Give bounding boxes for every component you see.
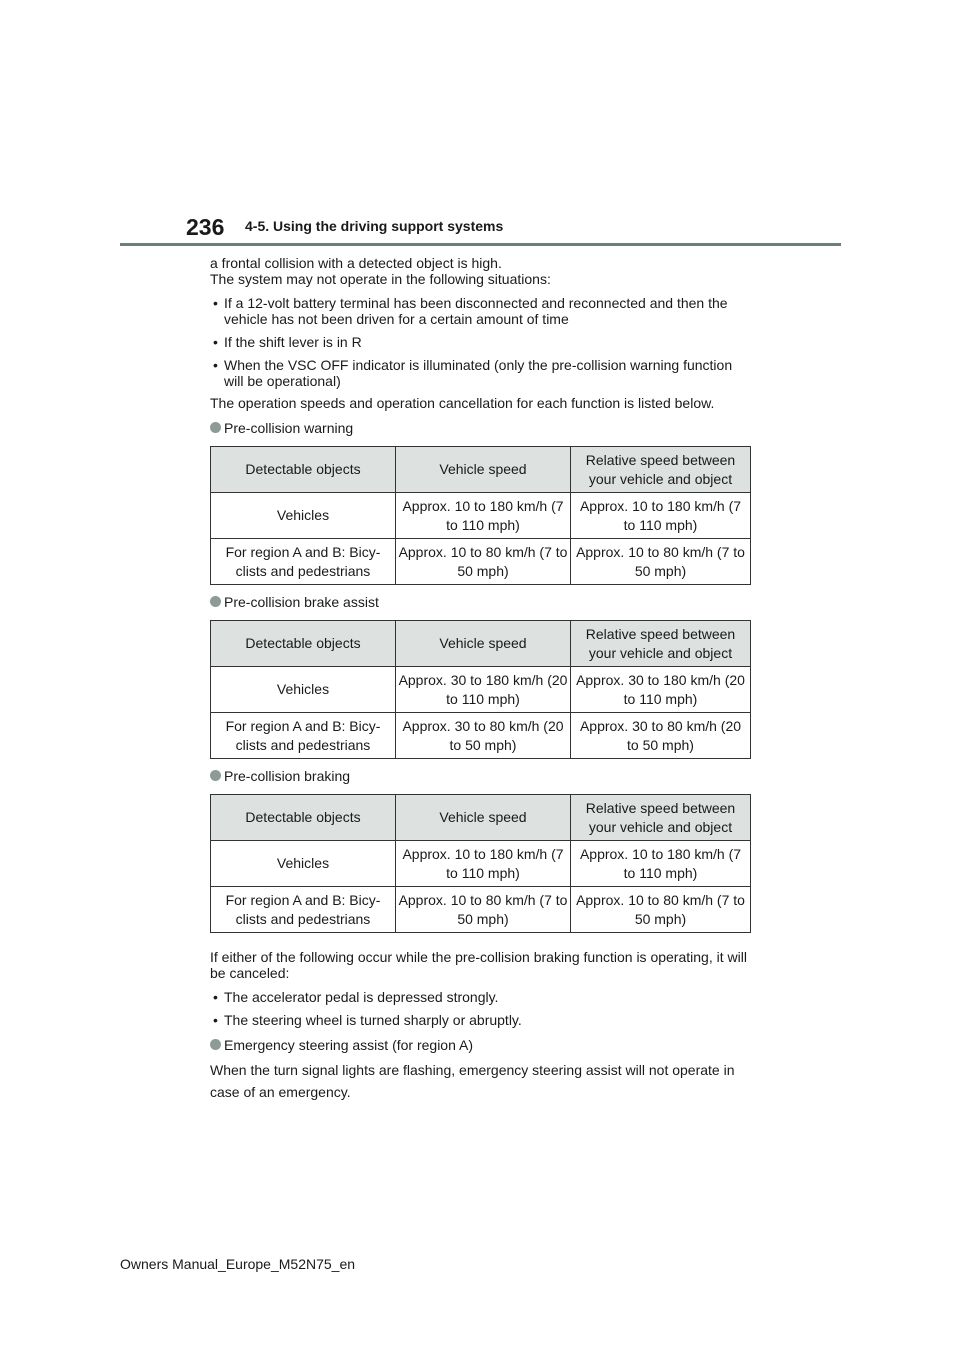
table-header-row [211,795,751,841]
page-content [210,255,755,1103]
table-cell: Approx. 10 to 80 km/h (7 to 50 mph) [571,539,751,585]
table-row [211,667,751,713]
header-detectable-objects: Detectable objects [211,621,396,667]
table-cell: Vehicles [211,493,396,539]
circle-bullet-icon [210,422,221,433]
table-cell: Approx. 10 to 180 km/h (7 to 110 mph) [396,493,571,539]
list-item [210,295,755,327]
table-cell: Approx. 30 to 80 km/h (20 to 50 mph) [571,713,751,759]
header-relative-speed: Relative speed between your vehicle and object [571,621,751,667]
section-heading-text: Emergency steering assist (for region A) [224,1037,473,1053]
list-item [210,989,755,1005]
bullet-icon: • [213,989,218,1005]
table-cell: Approx. 10 to 180 km/h (7 to 110 mph) [396,841,571,887]
list-item-text: The accelerator pedal is depressed strongly. [224,989,499,1005]
circle-bullet-icon [210,770,221,781]
list-item [210,334,755,350]
table-cell: For region A and B: Bicy- clists and pedestrians [211,713,396,759]
table-row [211,841,751,887]
list-item-text: The steering wheel is turned sharply or abruptly. [224,1012,522,1028]
table-cell: For region A and B: Bicy- clists and pedestrians [211,539,396,585]
section-heading-pre-collision-warning [210,420,755,436]
list-item [210,1012,755,1028]
table-row [211,493,751,539]
header-relative-speed: Relative speed between your vehicle and object [571,795,751,841]
table-cell: Vehicles [211,667,396,713]
table-cell: Approx. 10 to 80 km/h (7 to 50 mph) [396,539,571,585]
bullet-icon: • [213,357,218,373]
section-heading-pre-collision-brake-assist [210,594,755,610]
section-heading-text: Pre-collision warning [224,420,354,436]
header-divider [120,243,841,246]
section-title: 4-5. Using the driving support systems [245,218,504,234]
emergency-text: When the turn signal lights are flashing, emergency steering assist will not operate in case of an emergency. [210,1062,735,1100]
table-cell: For region A and B: Bicy- clists and pedestrians [211,887,396,933]
table-header-row [211,621,751,667]
table-cell: Approx. 10 to 180 km/h (7 to 110 mph) [571,493,751,539]
section-heading-text: Pre-collision brake assist [224,594,379,610]
table-header-row [211,447,751,493]
table-cell: Vehicles [211,841,396,887]
section-heading-emergency-steering-assist [210,1037,755,1053]
pre-collision-brake-assist-table [210,620,751,759]
table-row [211,887,751,933]
list-item [210,357,755,389]
table-row [211,713,751,759]
header-vehicle-speed: Vehicle speed [396,795,571,841]
cancel-text: If either of the following occur while the pre-collision braking function is operating, it will be canceled: [210,949,747,981]
header-vehicle-speed: Vehicle speed [396,621,571,667]
table-cell: Approx. 30 to 80 km/h (20 to 50 mph) [396,713,571,759]
summary-text: The operation speeds and operation cancellation for each function is listed below. [210,395,715,411]
circle-bullet-icon [210,596,221,607]
circle-bullet-icon [210,1039,221,1050]
table-cell: Approx. 10 to 180 km/h (7 to 110 mph) [571,841,751,887]
list-item-text: When the VSC OFF indicator is illuminated (only the pre-collision warning function will be operational) [224,357,733,389]
pre-collision-warning-table [210,446,751,585]
intro-line-2: The system may not operate in the following situations: [210,271,551,287]
header-detectable-objects: Detectable objects [211,447,396,493]
table-row [211,539,751,585]
bullet-icon: • [213,1012,218,1028]
pre-collision-braking-table [210,794,751,933]
table-cell: Approx. 30 to 180 km/h (20 to 110 mph) [396,667,571,713]
section-heading-text: Pre-collision braking [224,768,351,784]
header-detectable-objects: Detectable objects [211,795,396,841]
header-vehicle-speed: Vehicle speed [396,447,571,493]
header-relative-speed: Relative speed between your vehicle and object [571,447,751,493]
intro-line-1: a frontal collision with a detected object is high. [210,255,502,271]
footer-text: Owners Manual_Europe_M52N75_en [120,1256,356,1272]
bullet-icon: • [213,334,218,350]
section-heading-pre-collision-braking [210,768,755,784]
table-cell: Approx. 10 to 80 km/h (7 to 50 mph) [396,887,571,933]
list-item-text: If a 12-volt battery terminal has been disconnected and reconnected and then the vehicle has not been driven for a certain amount of time [224,295,728,327]
table-cell: Approx. 10 to 80 km/h (7 to 50 mph) [571,887,751,933]
bullet-icon: • [213,295,218,311]
page-number: 236 [186,214,225,240]
list-item-text: If the shift lever is in R [224,334,362,350]
table-cell: Approx. 30 to 180 km/h (20 to 110 mph) [571,667,751,713]
